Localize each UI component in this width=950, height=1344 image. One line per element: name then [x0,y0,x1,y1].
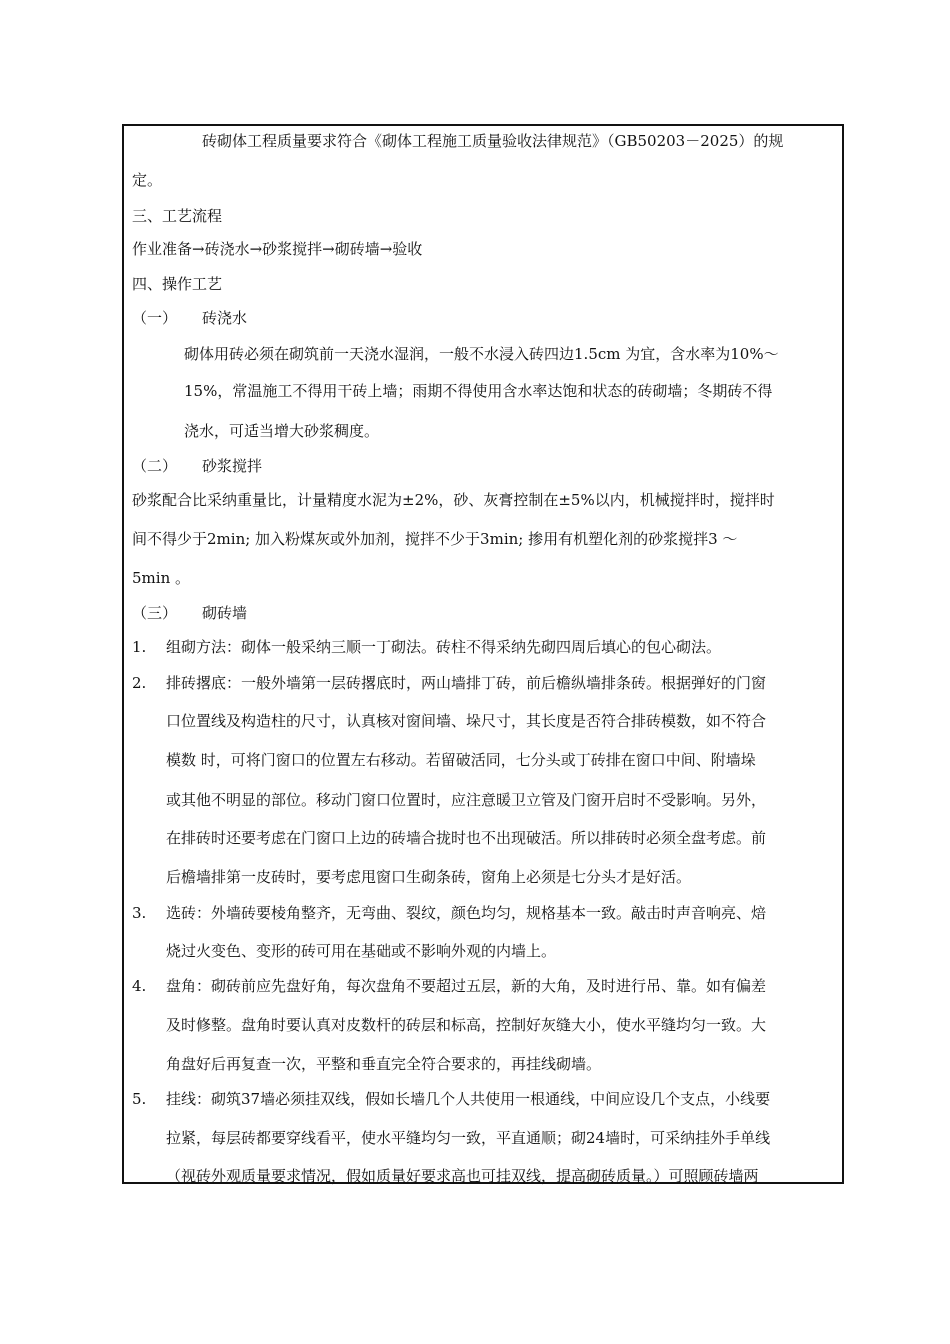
item-2-line-6: 后檐墙排第一皮砖时，要考虑甩窗口生砌条砖，窗角上必须是七分头才是好活。 [166,868,692,886]
document-frame [122,124,844,1184]
item-3-number: 3. [132,904,147,922]
item-2-line-2: 口位置线及构造柱的尺寸，认真核对窗间墙、垛尺寸，其长度是否符合排砖模数，如不符合 [166,712,767,730]
item-5-number: 5. [132,1090,147,1108]
sub3-label: （三） [132,604,178,622]
sub3-title: 砌砖墙 [202,604,248,622]
sub2-line-1: 砂浆配合比采纳重量比，计量精度水泥为±2%，砂、灰膏控制在±5%以内，机械搅拌时，搅拌时 [132,491,775,509]
item-1-line-1: 组砌方法：砌体一般采纳三顺一丁砌法。砖柱不得采纳先砌四周后填心的包心砌法。 [166,638,722,656]
section-4-heading: 四、操作工艺 [132,275,223,293]
item-5-line-1: 挂线：砌筑37墙必须挂双线，假如长墙几个人共使用一根通线，中间应设几个支点，小线要 [166,1090,771,1108]
process-flow: 作业准备→砖浇水→砂浆搅拌→砌砖墙→验收 [132,240,423,258]
section-3-heading: 三、工艺流程 [132,207,223,225]
item-1-number: 1. [132,638,147,656]
item-4-line-1: 盘角：砌砖前应先盘好角，每次盘角不要超过五层，新的大角，及时进行吊、靠。如有偏差 [166,977,767,995]
sub1-line-3: 浇水，可适当增大砂浆稠度。 [184,422,380,440]
item-3-line-1: 选砖：外墙砖要棱角整齐，无弯曲、裂纹，颜色均匀，规格基本一致。敲击时声音响亮、焙 [166,904,767,922]
sub2-line-2: 间不得少于2min; 加入粉煤灰或外加剂，搅拌不少于3min; 掺用有机塑化剂的砂浆搅拌3 ～ [132,530,738,548]
sub1-line-1: 砌体用砖必须在砌筑前一天浇水湿润，一般不水浸入砖四边1.5cm 为宜，含水率为10%～ [184,345,779,363]
item-2-line-3: 模数 时，可将门窗口的位置左右移动。若留破活同，七分头或丁砖排在窗口中间、附墙垛 [166,751,756,769]
sub2-title: 砂浆搅拌 [202,457,263,475]
item-5-line-2: 拉紧，每层砖都要穿线看平，使水平缝均匀一致，平直通顺；砌24墙时，可采纳挂外手单线 [166,1129,771,1147]
item-3-line-2: 烧过火变色、变形的砖可用在基础或不影响外观的内墙上。 [166,942,557,960]
item-4-line-2: 及时修整。盘角时要认真对皮数杆的砖层和标高，控制好灰缝大小，使水平缝均匀一致。大 [166,1016,767,1034]
intro-line-1: 砖砌体工程质量要求符合《砌体工程施工质量验收法律规范》（GB50203－2025）的规 [202,132,784,150]
item-2-number: 2. [132,674,147,692]
sub2-line-3: 5min 。 [132,569,190,587]
item-4-line-3: 角盘好后再复查一次，平整和垂直完全符合要求的，再挂线砌墙。 [166,1055,602,1073]
item-2-line-1: 排砖撂底：一般外墙第一层砖撂底时，两山墙排丁砖，前后檐纵墙排条砖。根据弹好的门窗 [166,674,767,692]
item-2-line-4: 或其他不明显的部位。移动门窗口位置时，应注意暖卫立管及门窗开启时不受影响。另外， [166,791,767,809]
sub1-line-2: 15%，常温施工不得用干砖上墙；雨期不得使用含水率达饱和状态的砖砌墙；冬期砖不得 [184,382,773,400]
item-4-number: 4. [132,977,147,995]
sub1-title: 砖浇水 [202,309,248,327]
sub2-label: （二） [132,457,178,475]
sub1-label: （一） [132,309,178,327]
item-2-line-5: 在排砖时还要考虑在门窗口上边的砖墙合拢时也不出现破活。所以排砖时必须全盘考虑。前 [166,829,767,847]
item-5-line-3: （视砖外观质量要求情况，假如质量好要求高也可挂双线，提高砌砖质量。）可照顾砖墙两 [166,1167,759,1185]
intro-line-2: 定。 [132,171,163,189]
